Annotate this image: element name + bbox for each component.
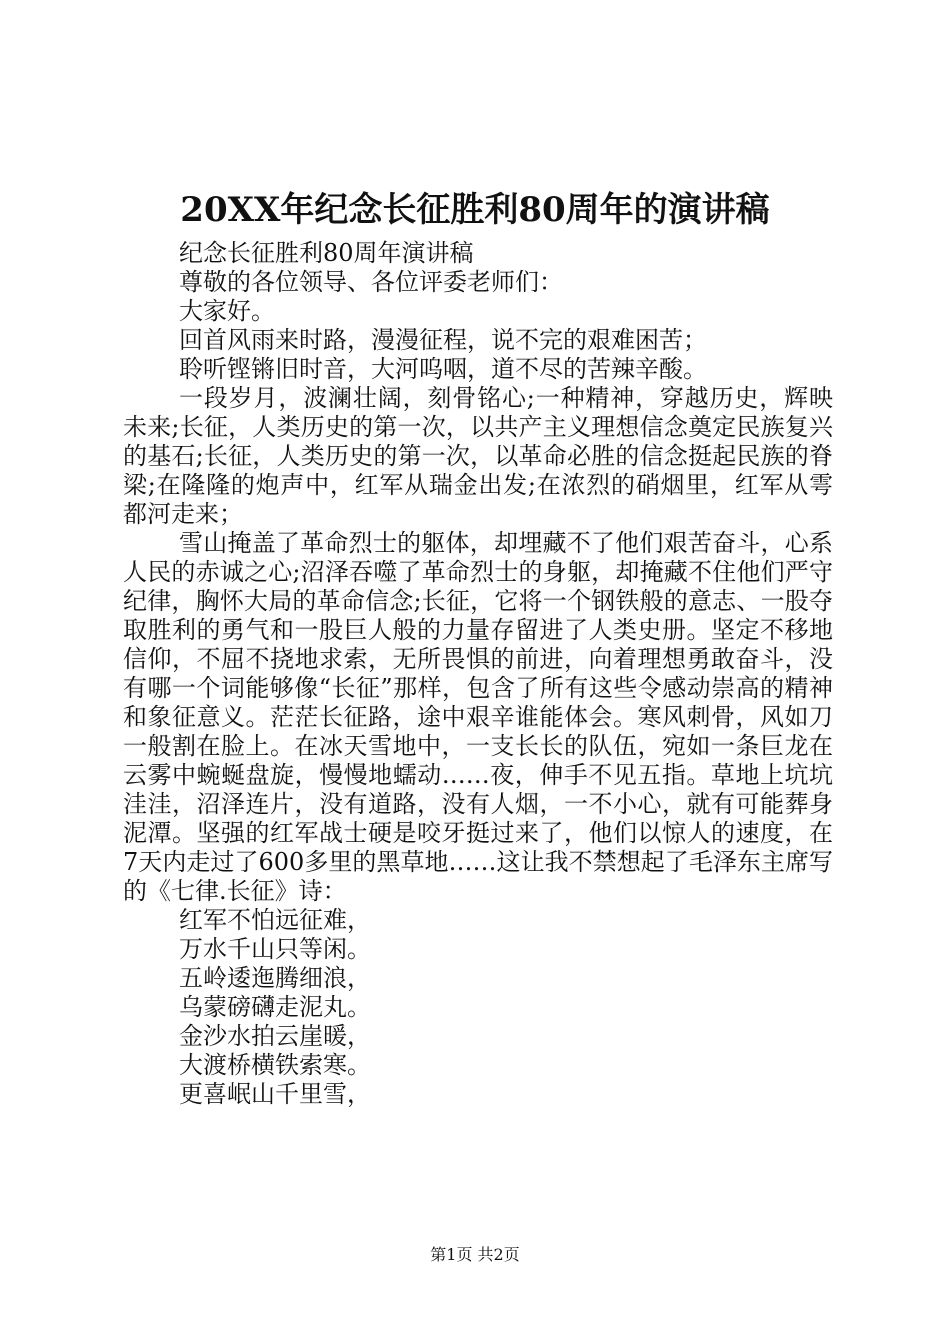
poem-line: 大渡桥横铁索寒。 [179, 1051, 371, 1079]
poem-line: 五岭逶迤腾细浪， [179, 964, 371, 992]
document-body [123, 239, 833, 1109]
paragraph-body-1: 一段岁月，波澜壮阔，刻骨铭心;一种精神，穿越历史，辉映未来;长征，人类历史的第一次，以共产主义理想信念奠定民族复兴的基石;长征，人类历史的第一次，以革命必胜的信念挺起民族的脊梁;在隆隆的炮声中，红军从瑞金出发;在浓烈的硝烟里，红军从雩都河走来； [123, 384, 833, 528]
poem-line: 红军不怕远征难， [179, 906, 371, 934]
paragraph-intro-line-1: 回首风雨来时路，漫漫征程，说不完的艰难困苦； [179, 326, 707, 354]
page-footer [0, 1244, 950, 1266]
paragraph-subtitle: 纪念长征胜利80周年演讲稿 [179, 239, 474, 267]
poem-line: 万水千山只等闲。 [179, 935, 371, 963]
poem-line: 金沙水拍云崖暖， [179, 1022, 371, 1050]
document-title: 20XX年纪念长征胜利80周年的演讲稿 [180, 190, 770, 230]
paragraph-salutation: 尊敬的各位领导、各位评委老师们： [179, 268, 563, 296]
poem-line: 乌蒙磅礴走泥丸。 [179, 993, 371, 1021]
paragraph-intro-line-2: 聆听铿锵旧时音，大河呜咽，道不尽的苦辣辛酸。 [179, 355, 707, 383]
paragraph-body-2: 雪山掩盖了革命烈士的躯体，却埋藏不了他们艰苦奋斗，心系人民的赤诚之心;沼泽吞噬了革命烈士的身躯，却掩藏不住他们严守纪律，胸怀大局的革命信念;长征，它将一个钢铁般的意志、一股夺取胜利的勇气和一股巨人般的力量存留进了人类史册。坚定不移地信仰，不屈不挠地求索，无所畏惧的前进，向着理想勇敢奋斗，没有哪一个词能够像“长征”那样，包含了所有这些令感动崇高的精神和象征意义。茫茫长征路，途中艰辛谁能体会。寒风刺骨，风如刀一般割在脸上。在冰天雪地中，一支长长的队伍，宛如一条巨龙在云雾中蜿蜒盘旋，慢慢地蠕动……夜，伸手不见五指。草地上坑坑洼洼，沼泽连片，没有道路，没有人烟，一不小心，就有可能葬身泥潭。坚强的红军战士硬是咬牙挺过来了，他们以惊人的速度，在7天内走过了600多里的黑草地……这让我不禁想起了毛泽东主席写的《七律.长征》诗： [123, 529, 833, 905]
paragraph-greeting: 大家好。 [179, 297, 275, 325]
page-indicator: 第1页 共2页 [430, 1245, 520, 1264]
poem-line: 更喜岷山千里雪， [179, 1080, 371, 1108]
